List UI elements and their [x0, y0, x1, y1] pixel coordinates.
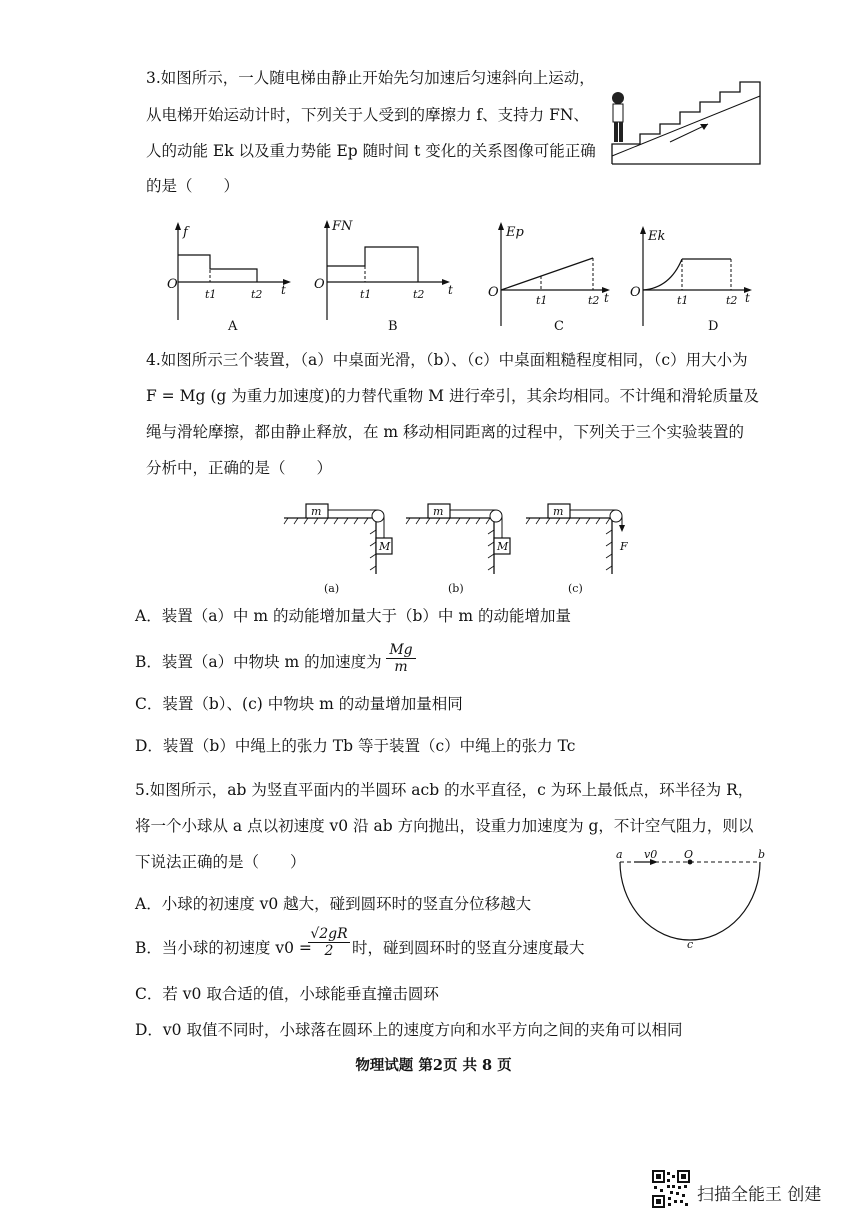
svg-text:c: c — [687, 938, 694, 951]
svg-text:t1: t1 — [360, 288, 372, 301]
person-head — [612, 92, 624, 104]
q5-option-c: C．若 v0 取合适的值，小球能垂直撞击圆环 — [135, 985, 439, 1003]
svg-text:t2: t2 — [726, 294, 738, 307]
q4-option-a: A．装置（a）中 m 的动能增加量大于（b）中 m 的动能增加量 — [135, 607, 571, 625]
page-footer: 物理试题 第2页 共 8 页 — [355, 1057, 512, 1074]
q5-option-d: D．v0 取值不同时，小球落在圆环上的速度方向和水平方向之间的夹角可以相同 — [135, 1021, 683, 1039]
graph-a-ylabel: f — [183, 225, 188, 240]
svg-text:M: M — [497, 540, 509, 553]
qr-code-icon — [652, 1170, 690, 1208]
force-f-label: F — [620, 540, 628, 553]
graph-d-ylabel: Ek — [648, 229, 666, 244]
graph-c-caption: C — [554, 319, 564, 334]
svg-text:t2: t2 — [413, 288, 425, 301]
svg-text:t: t — [448, 283, 453, 297]
svg-text:v0: v0 — [644, 848, 658, 861]
graph-b-ylabel: FN — [332, 219, 353, 234]
caption-a: (a) — [324, 582, 340, 595]
graph-a-origin: O — [167, 277, 178, 292]
graph-c-ylabel: Ep — [506, 225, 524, 240]
q5-line2: 将一个小球从 a 点以初速度 v0 沿 ab 方向抛出，设重力加速度为 g，不计空气阻力，则以 — [135, 817, 754, 835]
svg-text:t2: t2 — [588, 294, 600, 307]
apparatus-b — [406, 500, 526, 600]
q4-line1: 4.如图所示三个装置，（a）中桌面光滑，（b）、（c）中桌面粗糙程度相同，（c）用大小为 — [146, 351, 748, 369]
q5-line1: 5.如图所示，ab 为竖直平面内的半圆环 acb 的水平直径，c 为环上最低点，环半径为 R， — [135, 781, 754, 799]
q4-line3: 绳与滑轮摩擦，都由静止释放，在 m 移动相同距离的过程中，下列关于三个实验装置的 — [146, 423, 745, 441]
q5-line3: 下说法正确的是（ ） — [135, 853, 306, 871]
caption-b: (b) — [448, 582, 464, 595]
svg-text:t: t — [604, 291, 609, 305]
q5-option-b-suffix: 时，碰到圆环时的竖直分速度最大 — [352, 939, 585, 957]
svg-text:M: M — [379, 540, 391, 553]
graph-d-caption: D — [708, 319, 719, 334]
svg-text:b: b — [758, 848, 766, 861]
q4-option-c: C．装置（b）、(c) 中物块 m 的动量增加量相同 — [135, 695, 463, 713]
svg-text:O: O — [314, 277, 325, 292]
svg-text:O: O — [488, 285, 499, 300]
graph-d — [632, 226, 762, 336]
q4-line2: F = Mg (g 为重力加速度)的力替代重物 M 进行牵引，其余均相同。不计绳和滑轮质量及 — [146, 387, 759, 405]
svg-text:O: O — [684, 848, 694, 861]
svg-text:O: O — [630, 285, 641, 300]
svg-text:t2: t2 — [251, 288, 263, 301]
svg-text:t1: t1 — [205, 288, 217, 301]
q4-option-d: D．装置（b）中绳上的张力 Tb 等于装置（c）中绳上的张力 Tc — [135, 737, 576, 755]
q3-line3: 人的动能 Ek 以及重力势能 Ep 随时间 t 变化的关系图像可能正确 — [146, 142, 596, 160]
q4-option-b: B．装置（a）中物块 m 的加速度为 — [135, 653, 382, 671]
graph-a-caption: A — [228, 319, 238, 334]
graph-a — [165, 222, 295, 332]
svg-text:m: m — [311, 505, 322, 518]
q3-line1: 3.如图所示，一人随电梯由静止开始先匀加速后匀速斜向上运动， — [146, 69, 595, 87]
caption-c: (c) — [568, 582, 583, 595]
apparatus-c — [526, 498, 646, 598]
q3-line2: 从电梯开始运动计时，下列关于人受到的摩擦力 f、支持力 FN、 — [146, 106, 589, 124]
svg-text:t: t — [745, 291, 750, 305]
q4-option-b-fraction: $\frac{Mg}{m}$ — [386, 642, 416, 675]
graph-b-caption: B — [388, 319, 398, 334]
q5-option-a: A．小球的初速度 v0 越大，碰到圆环时的竖直分位移越大 — [135, 895, 532, 913]
q4-line4: 分析中，正确的是（ ） — [146, 459, 333, 477]
svg-text:t1: t1 — [536, 294, 548, 307]
svg-text:t: t — [281, 283, 286, 297]
svg-text:t1: t1 — [677, 294, 689, 307]
graph-c — [488, 222, 618, 336]
escalator-figure — [600, 76, 770, 166]
svg-text:m: m — [553, 505, 564, 518]
q5-option-b-prefix: B．当小球的初速度 v0 = — [135, 939, 312, 957]
q5-option-b-fraction: $\frac{√2gR}{2}$ — [308, 926, 350, 959]
watermark-text: 扫描全能王 创建 — [697, 1185, 822, 1205]
semicircle-figure — [612, 848, 772, 952]
apparatus-a — [284, 500, 404, 600]
svg-text:m: m — [433, 505, 444, 518]
graph-b — [314, 218, 458, 334]
svg-text:a: a — [616, 848, 623, 861]
q3-line4: 的是（ ） — [146, 177, 240, 195]
